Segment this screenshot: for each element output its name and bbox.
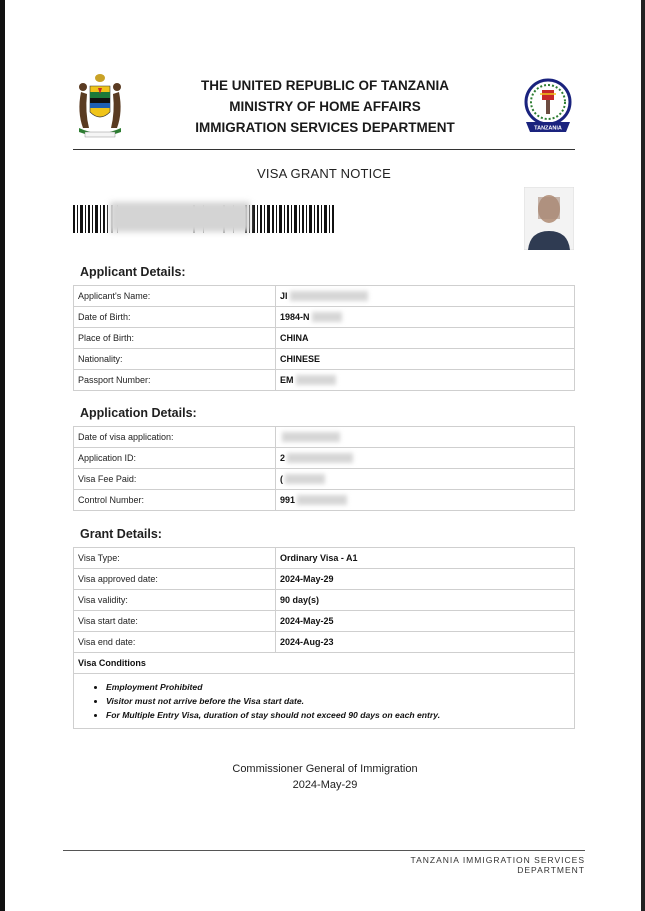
visa-conditions-list	[78, 674, 570, 728]
table-row	[74, 569, 575, 590]
application-details-heading: Application Details:	[80, 406, 197, 420]
visa-end-date-label: Visa end date:	[74, 632, 276, 653]
grant-details-table	[73, 547, 575, 729]
control-number-label: Control Number:	[74, 490, 276, 511]
redaction-mask	[296, 375, 336, 385]
table-row	[74, 370, 575, 391]
passport-number-value: EM	[280, 374, 294, 385]
header-department: IMMIGRATION SERVICES DEPARTMENT	[195, 120, 455, 135]
table-row	[74, 548, 575, 569]
table-row	[74, 328, 575, 349]
table-row	[74, 490, 575, 511]
nationality-label: Nationality:	[74, 349, 276, 370]
visa-start-date-label: Visa start date:	[74, 611, 276, 632]
application-date-label: Date of visa application:	[74, 427, 276, 448]
visa-conditions-heading: Visa Conditions	[74, 653, 575, 674]
table-row	[74, 349, 575, 370]
visa-type-value: Ordinary Visa - A1	[276, 548, 575, 569]
document-title: VISA GRANT NOTICE	[257, 166, 391, 181]
visa-end-date-value: 2024-Aug-23	[276, 632, 575, 653]
applicant-details-heading: Applicant Details:	[80, 265, 186, 279]
redaction-mask	[290, 291, 368, 301]
nationality-value: CHINESE	[276, 349, 575, 370]
control-number-value: 991	[280, 494, 296, 505]
visa-validity-value: 90 day(s)	[276, 590, 575, 611]
redaction-mask	[312, 312, 342, 322]
header-country: THE UNITED REPUBLIC OF TANZANIA	[201, 78, 449, 93]
application-id-label: Application ID:	[74, 448, 276, 469]
applicant-name-value: JI	[280, 290, 288, 301]
visa-start-date-value: 2024-May-25	[276, 611, 575, 632]
applicant-name-label: Applicant's Name:	[74, 286, 276, 307]
table-row	[74, 632, 575, 653]
application-details-table	[73, 426, 575, 511]
applicant-photo	[524, 187, 574, 250]
table-row	[74, 653, 575, 674]
table-row	[74, 674, 575, 729]
list-item: • Employment Prohibited	[106, 680, 570, 694]
visa-validity-label: Visa validity:	[74, 590, 276, 611]
visa-type-label: Visa Type:	[74, 548, 276, 569]
grant-details-heading: Grant Details:	[80, 527, 162, 541]
list-item: • For Multiple Entry Visa, duration of stay should not exceed 90 days on each entry.	[106, 708, 570, 722]
table-row	[74, 469, 575, 490]
signatory-title: Commissioner General of Immigration	[232, 763, 418, 775]
visa-approved-date-value: 2024-May-29	[276, 569, 575, 590]
list-item: • Visitor must not arrive before the Visa start date.	[106, 694, 570, 708]
passport-number-label: Passport Number:	[74, 370, 276, 391]
visa-fee-value: (	[280, 473, 283, 484]
footer-divider	[63, 850, 585, 851]
visa-approved-date-label: Visa approved date:	[74, 569, 276, 590]
redaction-mask	[297, 495, 347, 505]
header-divider	[73, 149, 575, 150]
visa-fee-label: Visa Fee Paid:	[74, 469, 276, 490]
signature-date: 2024-May-29	[292, 779, 358, 791]
redaction-mask	[285, 474, 325, 484]
table-row	[74, 448, 575, 469]
coat-of-arms-icon	[71, 72, 129, 138]
header-ministry: MINISTRY OF HOME AFFAIRS	[229, 99, 421, 114]
page-edge-left	[0, 0, 5, 911]
place-of-birth-value: CHINA	[276, 328, 575, 349]
table-row	[74, 590, 575, 611]
table-row	[74, 611, 575, 632]
date-of-birth-label: Date of Birth:	[74, 307, 276, 328]
redaction-mask	[282, 432, 340, 442]
logo-banner-text: TANZANIA	[534, 125, 562, 132]
footer-text: TANZANIA IMMIGRATION SERVICES DEPARTMENT	[410, 855, 585, 875]
table-row	[74, 427, 575, 448]
applicant-details-table	[73, 285, 575, 391]
place-of-birth-label: Place of Birth:	[74, 328, 276, 349]
date-of-birth-value: 1984-N	[280, 311, 310, 322]
redaction-mask	[287, 453, 353, 463]
table-row	[74, 307, 575, 328]
application-id-value: 2	[280, 452, 286, 463]
page-edge-right	[641, 0, 645, 911]
immigration-logo-icon	[520, 72, 576, 138]
barcode-redaction	[110, 202, 250, 232]
table-row	[74, 286, 575, 307]
